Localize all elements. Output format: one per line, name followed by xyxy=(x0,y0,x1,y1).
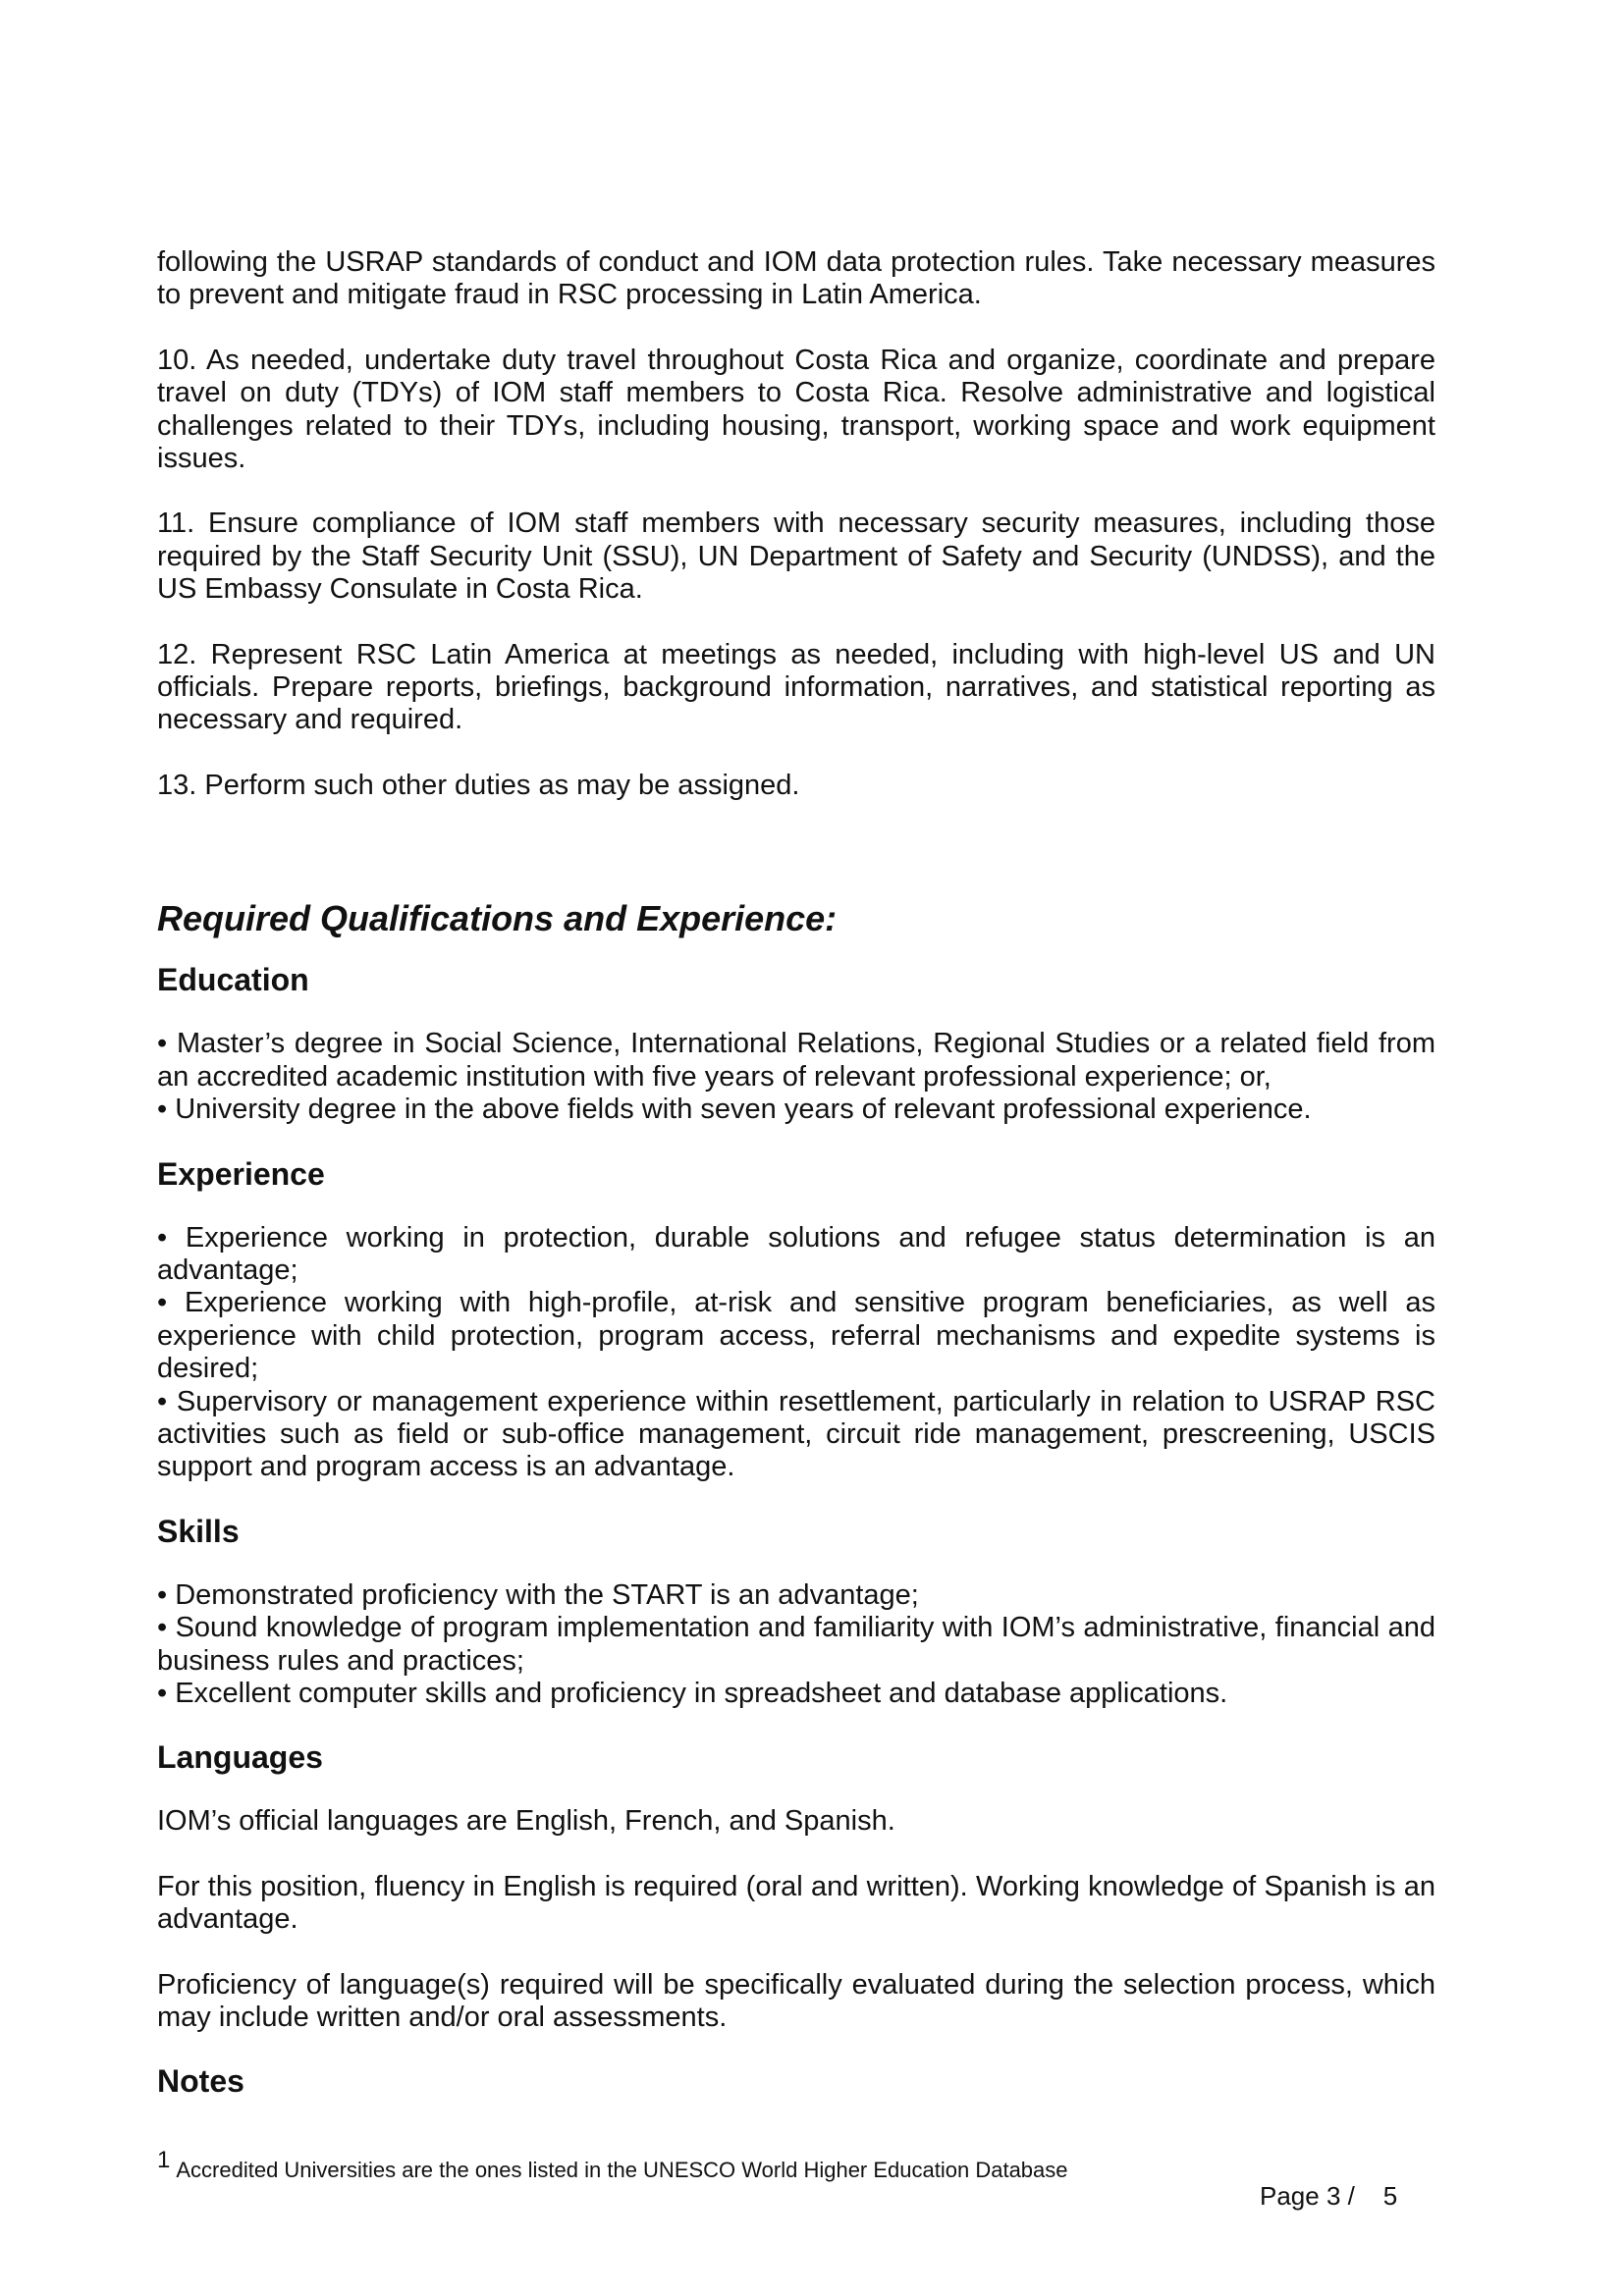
page-number: Page 3 / 5 xyxy=(1260,2181,1398,2211)
skills-item: • Demonstrated proficiency with the START is an advantage; xyxy=(157,1578,919,1611)
experience-heading: Experience xyxy=(157,1155,325,1192)
experience-item: • Experience working with high-profile, at-risk and sensitive program beneficiaries, as well as experience with child protection, program access, referral mechanisms and expedite systems is desired; xyxy=(157,1287,1435,1385)
education-item: • University degree in the above fields with seven years of relevant professional experience. xyxy=(157,1094,1312,1126)
experience-item: • Experience working in protection, durable solutions and refugee status determination is an advantage; xyxy=(157,1221,1435,1286)
experience-list xyxy=(157,1222,1435,1484)
skills-item: • Sound knowledge of program implementation and familiarity with IOM’s administrative, financial and business rules and practices; xyxy=(157,1612,1435,1677)
languages-paragraph: Proficiency of language(s) required will be specifically evaluated during the selection process, which may include written and/or oral assessments. xyxy=(157,1968,1435,2033)
education-heading: Education xyxy=(157,962,309,998)
education-list xyxy=(157,1028,1435,1126)
duty-paragraph-10: 10. As needed, undertake duty travel throughout Costa Rica and organize, coordinate and prepare travel on duty (TDYs) of IOM staff members to Costa Rica. Resolve administrative and logistical challenges related to their TDYs, including housing, transport, working space and work equipment issues. xyxy=(157,344,1435,475)
document-body xyxy=(157,246,1435,2129)
duty-paragraph-11: 11. Ensure compliance of IOM staff members with necessary security measures, including those required by the Staff Security Unit (SSU), UN Department of Safety and Security (UNDSS), and the US Embassy Consulate in Costa Rica. xyxy=(157,507,1435,606)
duty-paragraph-12: 12. Represent RSC Latin America at meetings as needed, including with high-level US and UN officials. Prepare reports, briefings, background information, narratives, and statistical reporting as necessary and required. xyxy=(157,638,1435,736)
footnote-marker: 1 xyxy=(157,2147,171,2173)
skills-heading: Skills xyxy=(157,1513,240,1549)
skills-list xyxy=(157,1579,1435,1711)
skills-item: • Excellent computer skills and proficiency in spreadsheet and database applications. xyxy=(157,1677,1228,1709)
footnote xyxy=(157,2147,1068,2184)
languages-heading: Languages xyxy=(157,1739,323,1776)
footnote-text: Accredited Universities are the ones listed in the UNESCO World Higher Education Database xyxy=(176,2158,1068,2182)
duty-paragraph-13: 13. Perform such other duties as may be assigned. xyxy=(157,769,800,801)
notes-heading: Notes xyxy=(157,2063,244,2100)
qualifications-heading: Required Qualifications and Experience: xyxy=(157,898,838,939)
education-item: • Master’s degree in Social Science, International Relations, Regional Studies or a related field from an accredited academic institution with five years of relevant professional experience; or, xyxy=(157,1028,1435,1093)
languages-paragraph: IOM’s official languages are English, French, and Spanish. xyxy=(157,1805,895,1838)
duty-paragraph-continued: following the USRAP standards of conduct and IOM data protection rules. Take necessary measures to prevent and mitigate fraud in RSC processing in Latin America. xyxy=(157,246,1435,311)
languages-paragraph: For this position, fluency in English is required (oral and written). Working knowledge of Spanish is an advantage. xyxy=(157,1870,1435,1936)
experience-item: • Supervisory or management experience within resettlement, particularly in relation to USRAP RSC activities such as field or sub-office management, circuit ride management, prescreening, USCIS support and program access is an advantage. xyxy=(157,1385,1435,1483)
